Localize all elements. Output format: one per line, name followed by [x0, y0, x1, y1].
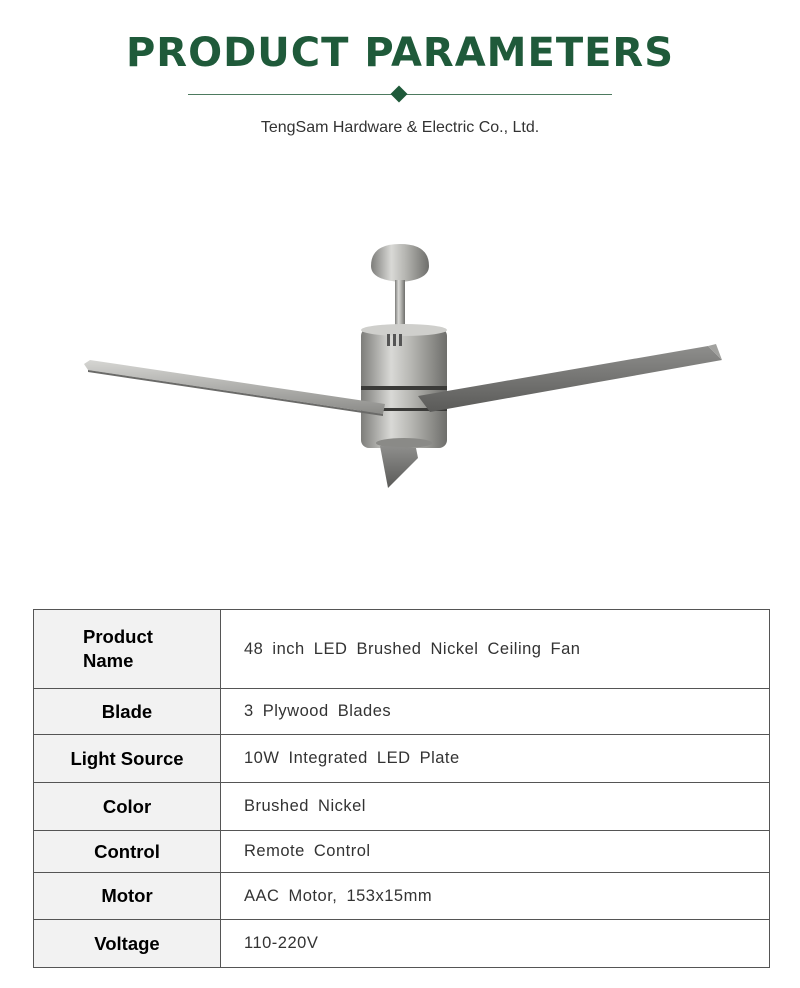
param-value: 10W Integrated LED Plate: [221, 735, 770, 783]
param-label: Blade: [34, 689, 221, 735]
downrod: [395, 280, 405, 330]
left-blade: [84, 360, 385, 414]
param-value: AAC Motor, 153x15mm: [221, 873, 770, 920]
ceiling-fan-image: [80, 236, 730, 496]
table-row: [34, 735, 770, 783]
front-blade: [380, 446, 418, 488]
company-name: TengSam Hardware & Electric Co., Ltd.: [260, 119, 540, 136]
canopy: [371, 244, 429, 282]
param-value: Brushed Nickel: [221, 783, 770, 831]
table-row: [34, 689, 770, 735]
param-value: 3 Plywood Blades: [221, 689, 770, 735]
param-value: 48 inch LED Brushed Nickel Ceiling Fan: [221, 610, 770, 689]
param-label: Color: [34, 783, 221, 831]
param-label: Motor: [34, 873, 221, 920]
table-row: [34, 783, 770, 831]
param-label: Voltage: [34, 920, 221, 968]
param-label: Control: [34, 831, 221, 873]
param-label: Product Name: [34, 610, 221, 689]
param-value: Remote Control: [221, 831, 770, 873]
parameters-table: [33, 609, 770, 968]
table-row: [34, 873, 770, 920]
table-row: [34, 831, 770, 873]
param-label: Light Source: [34, 735, 221, 783]
table-row: [34, 920, 770, 968]
diamond-ornament-icon: [391, 86, 408, 103]
right-blade: [418, 346, 722, 412]
page-title: PRODUCT PARAMETERS: [125, 30, 675, 76]
table-row: [34, 610, 770, 689]
param-value: 110-220V: [221, 920, 770, 968]
